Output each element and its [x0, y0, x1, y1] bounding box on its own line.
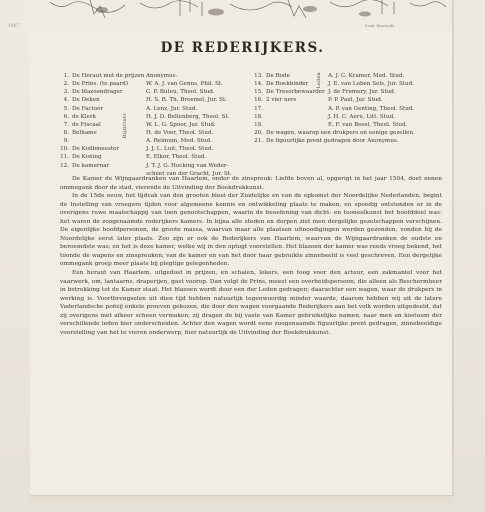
cast-row	[56, 137, 248, 145]
cast-actor: A. Lenz, Jur. Stud.	[146, 105, 198, 112]
cast-actor: C. P. Buteu, Theol. Stud.	[146, 89, 215, 96]
cast-actor: H. J. D. Bellenberg, Theol. St.	[146, 113, 230, 120]
cast-list-right	[250, 72, 446, 145]
cast-row	[56, 153, 248, 161]
cast-actor: W. A. J. van Genns, Phil. St.	[146, 81, 223, 88]
cast-actor: A. Reimum, Med. Stud.	[146, 138, 212, 145]
cast-number: 17.	[254, 105, 263, 112]
corner-mark: 1867	[8, 24, 20, 29]
brace-label-left: Bijzitters	[123, 113, 128, 139]
cast-row	[250, 113, 446, 121]
cast-row	[56, 162, 248, 170]
cast-number: 9.	[63, 138, 69, 145]
cast-role: De Factoor	[72, 105, 104, 112]
cast-list-left	[56, 72, 248, 178]
cast-actor: E. Elkor, Theol. Stud.	[146, 154, 207, 161]
cast-row	[250, 72, 446, 80]
page-title: DE REDERIJKERS.	[160, 40, 325, 56]
cast-actor: J. T. J. G. Hocking van Weder-	[146, 162, 229, 169]
paragraph-1: De Kamer de Wijngaardranken van Haarlem, onder de zinspreuk: Liefde boven al, opgerigt in het jaar 1504, doet eenen ommegank door de stad, vierende de Uitvinding der Boekdrukkunst.	[60, 176, 442, 191]
cast-number: 20.	[254, 129, 263, 136]
cast-role: De Boekbinder	[266, 81, 309, 88]
cast-actor: scheet van der Gracht, Jur. St.	[146, 170, 232, 177]
cast-row	[250, 88, 446, 96]
cast-row	[56, 80, 248, 88]
cast-actor: J. de Fremery, Jur. Stud.	[328, 89, 396, 96]
cast-role: de Klerk	[72, 113, 97, 120]
cast-number: 7.	[63, 121, 69, 128]
cast-number: 2.	[63, 81, 69, 88]
cast-number: 21.	[254, 138, 263, 145]
cast-role: De Koilbmeester	[72, 146, 120, 153]
cast-number: 13.	[254, 73, 263, 79]
cast-actor: J. J. L. Luit, Theol. Stud.	[146, 146, 214, 153]
cast-actor: E. F. van Bosel, Theol. Stud.	[328, 121, 408, 128]
cast-row	[56, 105, 248, 113]
cast-row	[250, 129, 446, 137]
cast-number: 4.	[63, 97, 69, 104]
cast-role: De blazoendrager	[72, 89, 123, 96]
cast-role: de Fiscaal	[72, 121, 101, 128]
brace-label-right: Leden	[317, 72, 322, 89]
cast-row	[250, 80, 446, 88]
procession-illustration-drawing	[30, 0, 452, 30]
cast-role: De kamernar	[72, 162, 110, 169]
cast-actor: A. J. C. Kramer, Med. Stud.	[328, 73, 405, 79]
cast-number: 1.	[63, 73, 69, 79]
body-text	[60, 175, 442, 337]
cast-role: De Bode	[266, 73, 290, 79]
cast-number: 16.	[254, 97, 263, 104]
cast-role: De Koning	[72, 154, 102, 161]
cast-row	[56, 88, 248, 96]
cast-role: De Deken	[72, 97, 100, 104]
cast-actor: H. S. R. Th. Breemel, Jur. St.	[146, 97, 227, 104]
illustration-caption: Druk: Enschedé	[365, 24, 395, 28]
cast-actor: Anonymus.	[146, 73, 178, 79]
cast-number: 10.	[60, 146, 69, 153]
cast-role: De wagen, waarop een drukpers en eenige gezellen.	[266, 129, 415, 136]
cast-row	[250, 96, 446, 104]
cast-row	[56, 145, 248, 153]
cast-role: De Heraut met de prijzen	[72, 73, 145, 79]
cast-number: 5.	[63, 105, 69, 112]
cast-number: 14.	[254, 81, 263, 88]
paragraph-3: Een heraut van Haarlem, uitgedost in prijzen, en schalen, lekers, een toog voor den acteur, een zakmantel voor het vaarwerk, om, lantaarns, draperijen, gast voorop. Dan volgt de Prins, meest een overheidspersoon, die alleen als Beschermheer in betrekking tot de Kamer staat. Het blazoen wordt door een der Leden gedragen; daarachter een wagen, waar de drukpers in werking is. Voortbrengselen uit dien tijd hebben natuurlijk tegenwoordig minder waarde, daarom hebben wij uit de latere Vaderlandsche poëzij enkele proeven gekozen, die door den wagen voorgaande Rederijkers aan het volk worden uitgedeeld, dat zij overigens met afkeer scheen vermaken; zij dragen de bij vaste van Kamer gebruikelijke namen, naar men en kostuum der verschillende leden hier onderscheiden. Achter den wagen wordt eene zoogenaamde figuurlijke prent gedragen, zinnebeeldige voorstelling van het te vieren onderwerp, hier natuurlijk de Uitvinding der Boekdrukkunst.	[60, 270, 442, 336]
cast-actor: J. E. van Loben Sels, Jur. Stud.	[328, 81, 415, 88]
cast-number: 11.	[60, 154, 69, 161]
cast-actor: H. de Voer, Theol. Stud.	[146, 129, 214, 136]
procession-illustration	[30, 0, 452, 30]
cast-number: 12.	[60, 162, 69, 169]
cast-number: 15.	[254, 89, 263, 96]
page-bottom-edge	[30, 495, 453, 502]
cast-row	[250, 105, 446, 113]
cast-actor: W. L. G. Spoor, Jur. Stud.	[146, 121, 216, 128]
cast-role: 2 vier ners	[266, 97, 297, 104]
cast-actor: P. P. Paul, Jur. Stud.	[328, 97, 383, 104]
paragraph-2: In de 15de eeuw, het tijdvak van den grooten bloei der Zuidelijke en van de opkomst der Noordelijke Nederlanden, begint de Instelling van vroegere tijden voor algemeene kennis en ontwikkeling plaats te maken, en spoedig ontstonden er in de overigens ruwe maatschappij van toen genootschappen, waarin de beoefening van dicht- en tooneelkunst het hoofddoel was: het waren de zoogenaamde rederijkers kamers. In bijna alle steden en dorpen ziet men dergelijke gezelschappen verschijnen. De eigenlijke hoofdpersonen, de groote massa, waarvan maar alle plaatsen uitnoodigingen werden gezonden, vonden bij de Noordelijke eerst later plaats. Zoo zijn er ook de Rederijkers van Haarlem, waarvan de Wijngaardranken de oudste en beroemdste was; en het is deze kamer, welke wij in den optogt voorstellen. Het blazoen der kamer was reeds vroeg bekend, het toonde de wapens en zinspreuken; van de kamer en van het door haar gebruikte zinnebeeld is veel geschreven. Een dergelijke ommegank groep meer plaats bij plegtige gelegenheden.	[60, 193, 442, 268]
cast-number: 18.	[254, 113, 263, 120]
cast-row	[250, 121, 446, 129]
cast-number: 19.	[254, 121, 263, 128]
cast-number: 6.	[63, 113, 69, 120]
cast-row	[56, 121, 248, 129]
cast-role: De Tresorbewaarder	[266, 89, 325, 96]
cast-actor: A. P. van Genting, Theol. Stud.	[328, 105, 415, 112]
cast-number: 8.	[63, 129, 69, 136]
cast-row	[56, 129, 248, 137]
cast-row	[56, 113, 248, 121]
cast-actor: J. H. C. Aere, Litt. Stud.	[328, 113, 395, 120]
cast-number: 3.	[63, 89, 69, 96]
cast-row	[56, 96, 248, 104]
cast-role: De figuurlijke prent gedragen door Anonymus.	[266, 138, 399, 145]
cast-row	[56, 72, 248, 80]
cast-role: Belhame	[72, 129, 97, 136]
cast-row	[250, 137, 446, 145]
cast-role: De Prins. (te paard)	[72, 81, 129, 88]
